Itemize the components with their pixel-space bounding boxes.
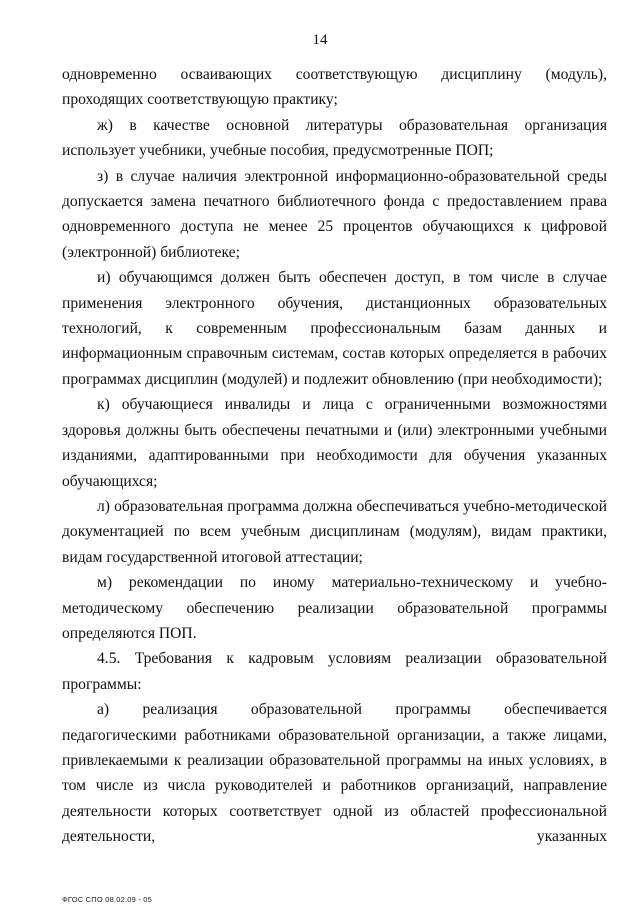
page-number: 14 <box>312 32 328 48</box>
paragraph-item-l: л) образовательная программа должна обеспечиваться учебно-методической документацией по всем учебным дисциплинам (модулям), видам практики, видам государственной итоговой аттестации; <box>62 497 607 566</box>
paragraph-item-i: и) обучающимся должен быть обеспечен доступ, в том числе в случае применения электронного обучения, дистанционных образовательных технологий, к современным профессиональным базам данных и информационным справочным системам, состав которых определяется в рабочих программах дисциплин (модулей) и подлежит обновлению (при необходимости); <box>62 269 607 388</box>
document-footer: ФГОС СПО 08.02.09 - 05 <box>62 895 153 904</box>
paragraph-item-k: к) обучающиеся инвалиды и лица с ограниченными возможностями здоровья должны быть обеспечены печатными и (или) электронными учебными изданиями, адаптированными при необходимости для обучения указанных обучающихся; <box>62 396 607 490</box>
section-heading-4-5: 4.5. Требования к кадровым условиям реализации образовательной программы: <box>62 650 607 693</box>
paragraph-item-zh: ж) в качестве основной литературы образовательная организация использует учебники, учебные пособия, предусмотренные ПОП; <box>62 116 607 160</box>
body-text <box>62 62 607 850</box>
paragraph-item-z: з) в случае наличия электронной информационно-образовательной среды допускается замена печатного библиотечного фонда с предоставлением права одновременного доступа не менее 25 процентов обучающихся к цифровой (электронной) библиотеке; <box>62 167 607 261</box>
paragraph-item-m: м) рекомендации по иному материально-техническому и учебно-методическому обеспечению реализации образовательной программы определяются ПОП. <box>62 574 607 642</box>
paragraph-continuation: одновременно осваивающих соответствующую дисциплину (модуль), проходящих соответствующую практику; <box>62 66 607 109</box>
paragraph-item-a: а) реализация образовательной программы обеспечивается педагогическими работниками образовательной организации, а также лицами, привлекаемыми к реализации образовательной программы на иных условиях, в том числе из числа руководителей и работников организаций, направление деятельности которых соответствует одной из областей профессиональной деятельности, указанных <box>62 701 607 846</box>
